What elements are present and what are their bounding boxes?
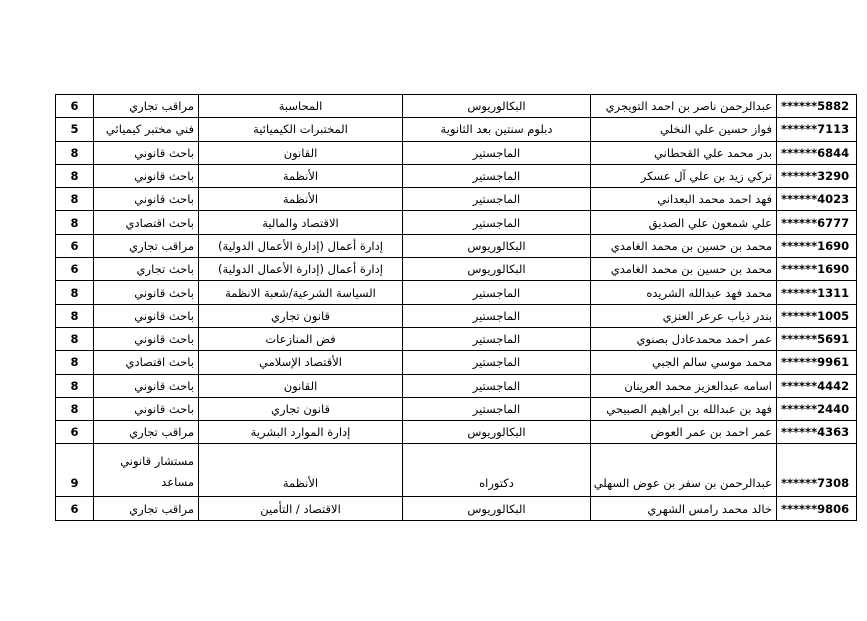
name-cell: بندر ذياب عرعر العنزي <box>591 304 777 327</box>
job-title-cell: مستشار قانوني مساعد <box>94 444 199 497</box>
id-number-cell: ******2440 <box>777 397 857 420</box>
table-row <box>56 258 857 281</box>
name-cell: عمر احمد محمدعادل بصنوي <box>591 327 777 350</box>
candidates-table <box>55 94 857 521</box>
degree-cell: البكالوريوس <box>403 258 591 281</box>
job-title-cell: باحث قانوني <box>94 164 199 187</box>
major-cell: القانون <box>199 141 403 164</box>
degree-cell: الماجستير <box>403 397 591 420</box>
major-cell: القانون <box>199 374 403 397</box>
job-title-cell: باحث قانوني <box>94 281 199 304</box>
table-row <box>56 327 857 350</box>
id-number-cell: ******1690 <box>777 258 857 281</box>
job-title-cell: باحث اقتصادي <box>94 351 199 374</box>
degree-cell: الماجستير <box>403 141 591 164</box>
id-number-cell: ******6844 <box>777 141 857 164</box>
table-row <box>56 95 857 118</box>
name-cell: تركي زيد بن علي آل عسكر <box>591 164 777 187</box>
table-row <box>56 444 857 497</box>
major-cell: الاقتصاد / التأمين <box>199 497 403 520</box>
table-row <box>56 497 857 520</box>
id-number-cell: ******9961 <box>777 351 857 374</box>
degree-cell: البكالوريوس <box>403 421 591 444</box>
name-cell: فهد بن عبدالله بن ابراهيم الصبيحي <box>591 397 777 420</box>
table-body <box>56 95 857 521</box>
id-number-cell: ******1311 <box>777 281 857 304</box>
job-title-cell: باحث قانوني <box>94 397 199 420</box>
id-number-cell: ******6777 <box>777 211 857 234</box>
name-cell: عبدالرحمن بن سفر بن عوض السهلي <box>591 444 777 497</box>
major-cell: الأنظمة <box>199 444 403 497</box>
major-cell: فض المنازعات <box>199 327 403 350</box>
id-number-cell: ******1690 <box>777 234 857 257</box>
id-number-cell: ******4442 <box>777 374 857 397</box>
job-title-cell: فني مختبر كيميائي <box>94 118 199 141</box>
degree-cell: دكتوراه <box>403 444 591 497</box>
major-cell: إدارة الموارد البشرية <box>199 421 403 444</box>
table-row <box>56 397 857 420</box>
name-cell: محمد فهد عبدالله الشريده <box>591 281 777 304</box>
grade-cell: 9 <box>56 444 94 497</box>
name-cell: محمد موسي سالم الجبي <box>591 351 777 374</box>
grade-cell: 6 <box>56 258 94 281</box>
name-cell: فهد احمد محمد البعداني <box>591 188 777 211</box>
table-row <box>56 304 857 327</box>
table-row <box>56 374 857 397</box>
name-cell: علي شمعون علي الصديق <box>591 211 777 234</box>
job-title-cell: مراقب تجاري <box>94 95 199 118</box>
id-number-cell: ******7113 <box>777 118 857 141</box>
degree-cell: الماجستير <box>403 374 591 397</box>
job-title-cell: مراقب تجاري <box>94 421 199 444</box>
degree-cell: الماجستير <box>403 211 591 234</box>
job-title-cell: باحث قانوني <box>94 374 199 397</box>
grade-cell: 6 <box>56 421 94 444</box>
grade-cell: 8 <box>56 188 94 211</box>
table-row <box>56 118 857 141</box>
table-row <box>56 141 857 164</box>
major-cell: إدارة أعمال (إدارة الأعمال الدولية) <box>199 258 403 281</box>
major-cell: الأنظمة <box>199 164 403 187</box>
grade-cell: 8 <box>56 374 94 397</box>
major-cell: المختبرات الكيميائية <box>199 118 403 141</box>
job-title-cell: مراقب تجاري <box>94 497 199 520</box>
grade-cell: 5 <box>56 118 94 141</box>
major-cell: إدارة أعمال (إدارة الأعمال الدولية) <box>199 234 403 257</box>
id-number-cell: ******3290 <box>777 164 857 187</box>
degree-cell: الماجستير <box>403 327 591 350</box>
id-number-cell: ******9806 <box>777 497 857 520</box>
id-number-cell: ******4023 <box>777 188 857 211</box>
table-row <box>56 211 857 234</box>
degree-cell: البكالوريوس <box>403 497 591 520</box>
id-number-cell: ******5691 <box>777 327 857 350</box>
grade-cell: 6 <box>56 95 94 118</box>
degree-cell: الماجستير <box>403 304 591 327</box>
name-cell: بدر محمد علي القحطاني <box>591 141 777 164</box>
major-cell: قانون تجاري <box>199 397 403 420</box>
table-row <box>56 281 857 304</box>
degree-cell: الماجستير <box>403 281 591 304</box>
grade-cell: 6 <box>56 234 94 257</box>
table-row <box>56 351 857 374</box>
degree-cell: البكالوريوس <box>403 95 591 118</box>
grade-cell: 6 <box>56 497 94 520</box>
grade-cell: 8 <box>56 164 94 187</box>
job-title-cell: باحث اقتصادي <box>94 211 199 234</box>
id-number-cell: ******4363 <box>777 421 857 444</box>
table-row <box>56 188 857 211</box>
job-title-cell: باحث قانوني <box>94 188 199 211</box>
grade-cell: 8 <box>56 351 94 374</box>
major-cell: الأنظمة <box>199 188 403 211</box>
grade-cell: 8 <box>56 327 94 350</box>
table-row <box>56 234 857 257</box>
grade-cell: 8 <box>56 141 94 164</box>
name-cell: عبدالرحمن ناصر بن احمد التويجري <box>591 95 777 118</box>
major-cell: الأقتصاد الإسلامي <box>199 351 403 374</box>
grade-cell: 8 <box>56 281 94 304</box>
grade-cell: 8 <box>56 304 94 327</box>
name-cell: محمد بن حسين بن محمد الغامدي <box>591 258 777 281</box>
table-row <box>56 421 857 444</box>
major-cell: المحاسبة <box>199 95 403 118</box>
job-title-cell: باحث قانوني <box>94 141 199 164</box>
degree-cell: دبلوم سنتين بعد الثانوية <box>403 118 591 141</box>
degree-cell: الماجستير <box>403 188 591 211</box>
degree-cell: الماجستير <box>403 351 591 374</box>
degree-cell: الماجستير <box>403 164 591 187</box>
name-cell: اسامه عبدالعزيز محمد العرينان <box>591 374 777 397</box>
major-cell: السياسة الشرعية/شعبة الانظمة <box>199 281 403 304</box>
id-number-cell: ******7308 <box>777 444 857 497</box>
name-cell: فواز حسين علي النخلي <box>591 118 777 141</box>
grade-cell: 8 <box>56 211 94 234</box>
name-cell: خالد محمد رامس الشهري <box>591 497 777 520</box>
job-title-cell: باحث قانوني <box>94 327 199 350</box>
degree-cell: البكالوريوس <box>403 234 591 257</box>
major-cell: الاقتصاد والمالية <box>199 211 403 234</box>
name-cell: عمر احمد بن عمر العوض <box>591 421 777 444</box>
grade-cell: 8 <box>56 397 94 420</box>
id-number-cell: ******1005 <box>777 304 857 327</box>
id-number-cell: ******5882 <box>777 95 857 118</box>
major-cell: قانون تجاري <box>199 304 403 327</box>
table-row <box>56 164 857 187</box>
job-title-cell: مراقب تجاري <box>94 234 199 257</box>
job-title-cell: باحث تجاري <box>94 258 199 281</box>
name-cell: محمد بن حسين بن محمد الغامدي <box>591 234 777 257</box>
job-title-cell: باحث قانوني <box>94 304 199 327</box>
